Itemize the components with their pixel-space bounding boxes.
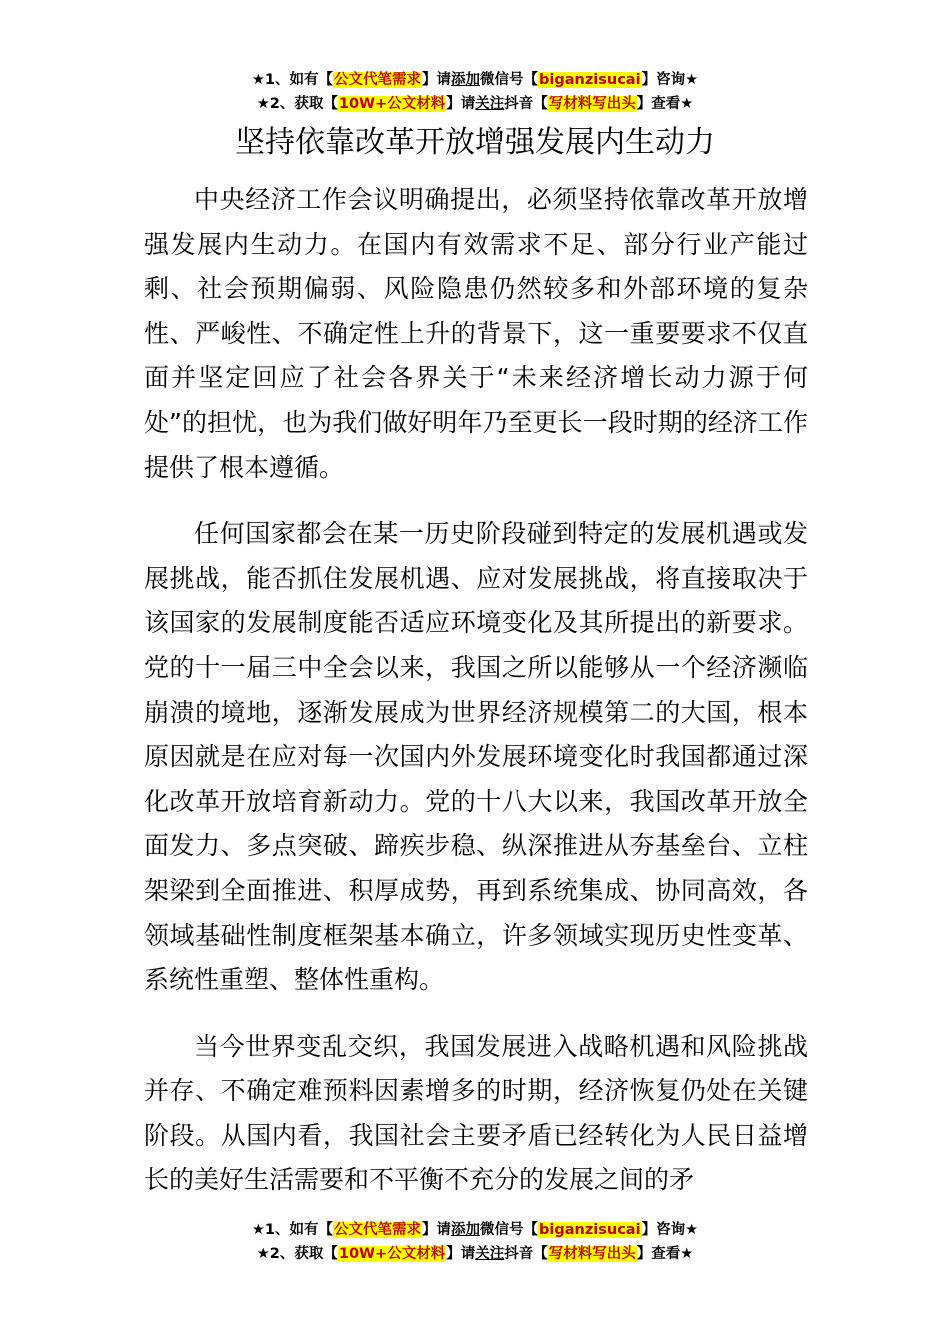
banner-text: 】请 <box>446 96 476 112</box>
banner-highlight: biganzisucai <box>539 1222 641 1238</box>
banner-line-2 <box>0 1242 950 1266</box>
banner-text: 微信号【 <box>480 1222 539 1238</box>
banner-underline: 添加 <box>451 1222 481 1238</box>
banner-text: ★2、获取【 <box>256 1246 338 1262</box>
header-banner <box>0 68 950 116</box>
banner-text: ★1、如有【 <box>251 1222 334 1238</box>
document-title: 坚持依靠改革开放增强发展内生动力 <box>235 125 715 160</box>
banner-text: 抖音【 <box>504 1246 548 1262</box>
document-body <box>144 178 808 1225</box>
banner-highlight: 公文代笔需求 <box>334 1222 422 1238</box>
banner-underline: 关注 <box>475 96 505 112</box>
banner-text: 】查看★ <box>636 1246 694 1262</box>
banner-text: 】请 <box>422 72 452 88</box>
banner-highlight: 10W+公文材料 <box>338 1246 446 1262</box>
banner-line-1 <box>0 1218 950 1242</box>
banner-highlight: 写材料写出头 <box>548 1246 636 1262</box>
banner-highlight: 写材料写出头 <box>548 96 636 112</box>
banner-highlight: 10W+公文材料 <box>338 96 446 112</box>
paragraph-2: 任何国家都会在某一历史阶段碰到特定的发展机遇或发展挑战，能否抓住发展机遇、应对发展挑战，将直接取决于该国家的发展制度能否适应环境变化及其所提出的新要求。党的十一届三中全会以来，我国之所以能够从一个经济濒临崩溃的境地，逐渐发展成为世界经济规模第二的大国，根本原因就是在应对每一次国内外发展环境变化时我国都通过深化改革开放培育新动力。党的十八大以来，我国改革开放全面发力、多点突破、蹄疾步稳、纵深推进从夯基垒台、立柱架梁到全面推进、积厚成势，再到系统集成、协同高效，各领域基础性制度框架基本确立，许多领域实现历史性变革、系统性重塑、整体性重构。 <box>144 519 808 995</box>
banner-text: 】咨询★ <box>641 72 699 88</box>
banner-underline: 添加 <box>451 72 481 88</box>
banner-text: ★2、获取【 <box>256 96 338 112</box>
banner-highlight: 公文代笔需求 <box>334 72 422 88</box>
banner-text: 抖音【 <box>504 96 548 112</box>
banner-line-2 <box>0 92 950 116</box>
banner-text: 】咨询★ <box>641 1222 699 1238</box>
paragraph-3: 当今世界变乱交织，我国发展进入战略机遇和风险挑战并存、不确定难预料因素增多的时期，经济恢复仍处在关键阶段。从国内看，我国社会主要矛盾已经转化为人民日益增长的美好生活需要和不平衡不充分的发展之间的矛 <box>144 1031 808 1195</box>
banner-highlight: biganzisucai <box>539 72 641 88</box>
banner-text: 】查看★ <box>636 96 694 112</box>
footer-banner <box>0 1218 950 1266</box>
banner-text: ★1、如有【 <box>251 72 334 88</box>
banner-line-1 <box>0 68 950 92</box>
banner-underline: 关注 <box>475 1246 505 1262</box>
banner-text: 】请 <box>422 1222 452 1238</box>
paragraph-1: 中央经济工作会议明确提出，必须坚持依靠改革开放增强发展内生动力。在国内有效需求不足、部分行业产能过剩、社会预期偏弱、风险隐患仍然较多和外部环境的复杂性、严峻性、不确定性上升的背景下，这一重要要求不仅直面并坚定回应了社会各界关于“未来经济增长动力源于何处”的担忧，也为我们做好明年乃至更长一段时期的经济工作提供了根本遵循。 <box>144 185 808 482</box>
banner-text: 微信号【 <box>480 72 539 88</box>
banner-text: 】请 <box>446 1246 476 1262</box>
